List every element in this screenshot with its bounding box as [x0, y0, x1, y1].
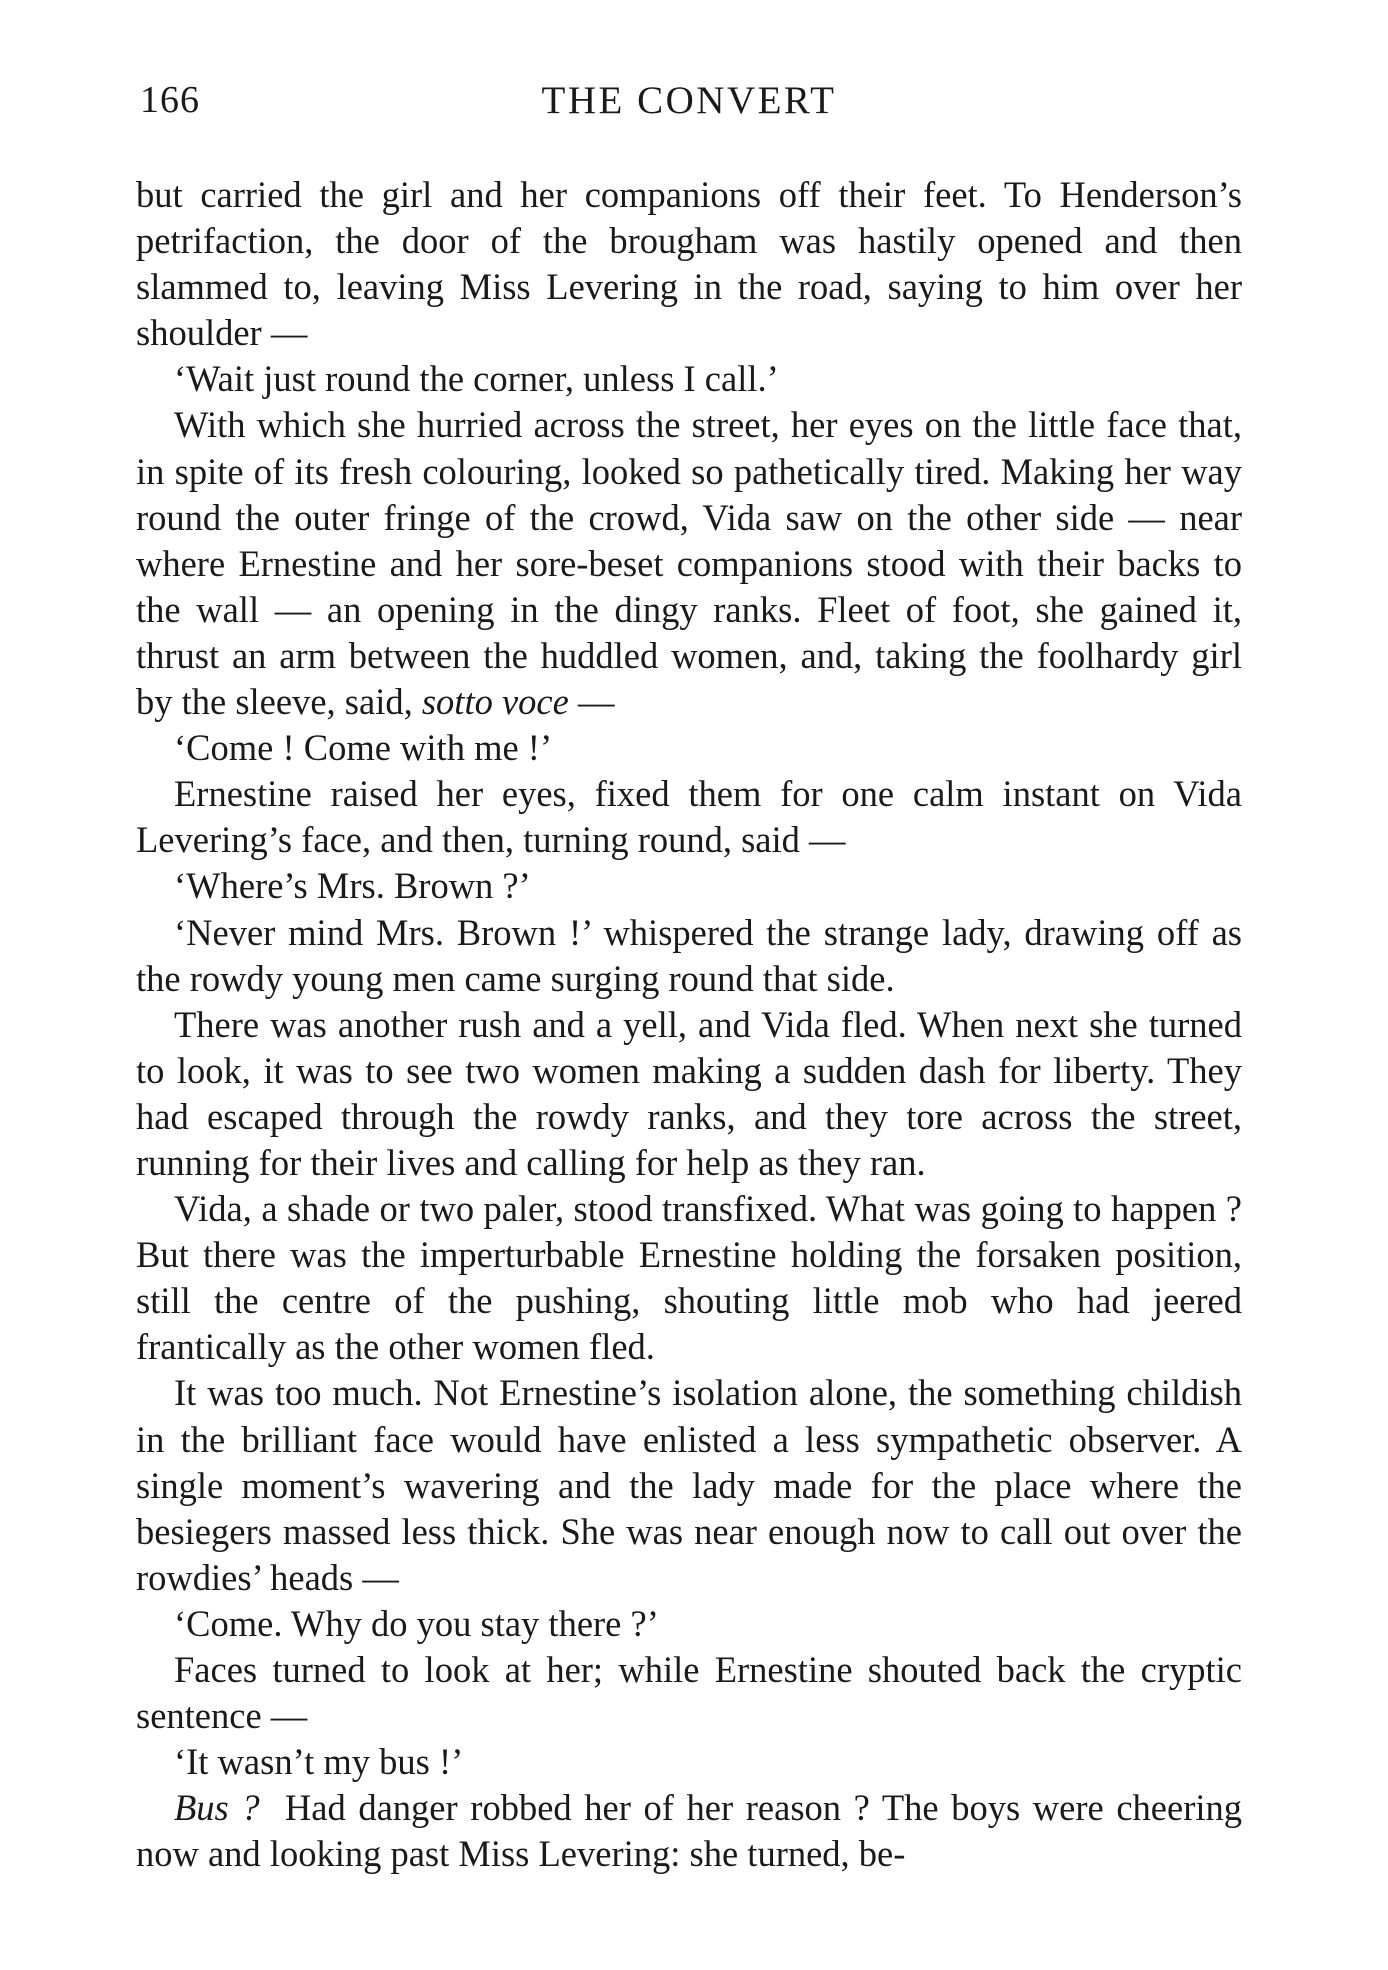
- body-text: [136, 172, 1242, 1877]
- paragraph-text: With which she hurried across the street, her eyes on the little face that, in spite of its fresh colouring, looked so pathetically tired. Making her way round the outer fringe of the crowd, Vida saw on the other side — near where Ernestine and her sore-beset companions stood with their backs to the wall — an opening in the dingy ranks. Fleet of foot, she gained it, thrust an arm between the huddled women, and, taking the foolhardy girl by the sleeve, said,: [136, 404, 1242, 723]
- paragraph: Vida, a shade or two paler, stood transfixed. What was going to happen ? But there was the imperturbable Ernestine holding the forsaken position, still the centre of the pushing, shouting little mob who had jeered frantically as the other women fled.: [136, 1188, 1242, 1368]
- paragraph: It was too much. Not Ernestine’s isolation alone, the something childish in the brilliant face would have enlisted a less sympathetic observer. A single moment’s wavering and the lady made for the place where the besiegers massed less thick. She was near enough now to call out over the rowdies’ heads —: [136, 1372, 1242, 1598]
- running-title: THE CONVERT: [541, 79, 837, 122]
- paragraph: but carried the girl and her companions off their feet. To Henderson’s petrifaction, the door of the brougham was hastily opened and then slammed to, leaving Miss Levering in the road, saying to him over her shoulder —: [136, 174, 1242, 354]
- paragraph: ‘Come ! Come with me !’: [174, 727, 553, 769]
- paragraph: ‘Wait just round the corner, unless I call.’: [174, 358, 779, 400]
- page-header: [136, 78, 1242, 128]
- paragraph: There was another rush and a yell, and Vida fled. When next she turned to look, it was to see two women making a sudden dash for liberty. They had escaped through the rowdy ranks, and they tore across the street, running for their lives and calling for help as they ran.: [136, 1003, 1242, 1183]
- paragraph: [136, 402, 1242, 725]
- paragraph: ‘It wasn’t my bus !’: [174, 1741, 464, 1783]
- paragraph: ‘Where’s Mrs. Brown ?’: [174, 865, 531, 907]
- dash: —: [568, 681, 615, 723]
- italic-phrase: Bus ?: [174, 1787, 260, 1829]
- paragraph: ‘Come. Why do you stay there ?’: [174, 1602, 659, 1644]
- paragraph: Ernestine raised her eyes, fixed them for one calm instant on Vida Levering’s face, and then, turning round, said —: [136, 773, 1242, 861]
- paragraph-text: Had danger robbed her of her reason ? The boys were cheering now and looking past Miss Levering: she turned, be-: [136, 1787, 1243, 1875]
- italic-phrase: sotto voce: [421, 681, 569, 723]
- paragraph: [136, 1785, 1242, 1877]
- paragraph: Faces turned to look at her; while Ernestine shouted back the cryptic sentence —: [136, 1649, 1242, 1737]
- paragraph: ‘Never mind Mrs. Brown !’ whispered the strange lady, drawing off as the rowdy young men came surging round that side.: [136, 911, 1242, 999]
- page-number: 166: [140, 79, 200, 121]
